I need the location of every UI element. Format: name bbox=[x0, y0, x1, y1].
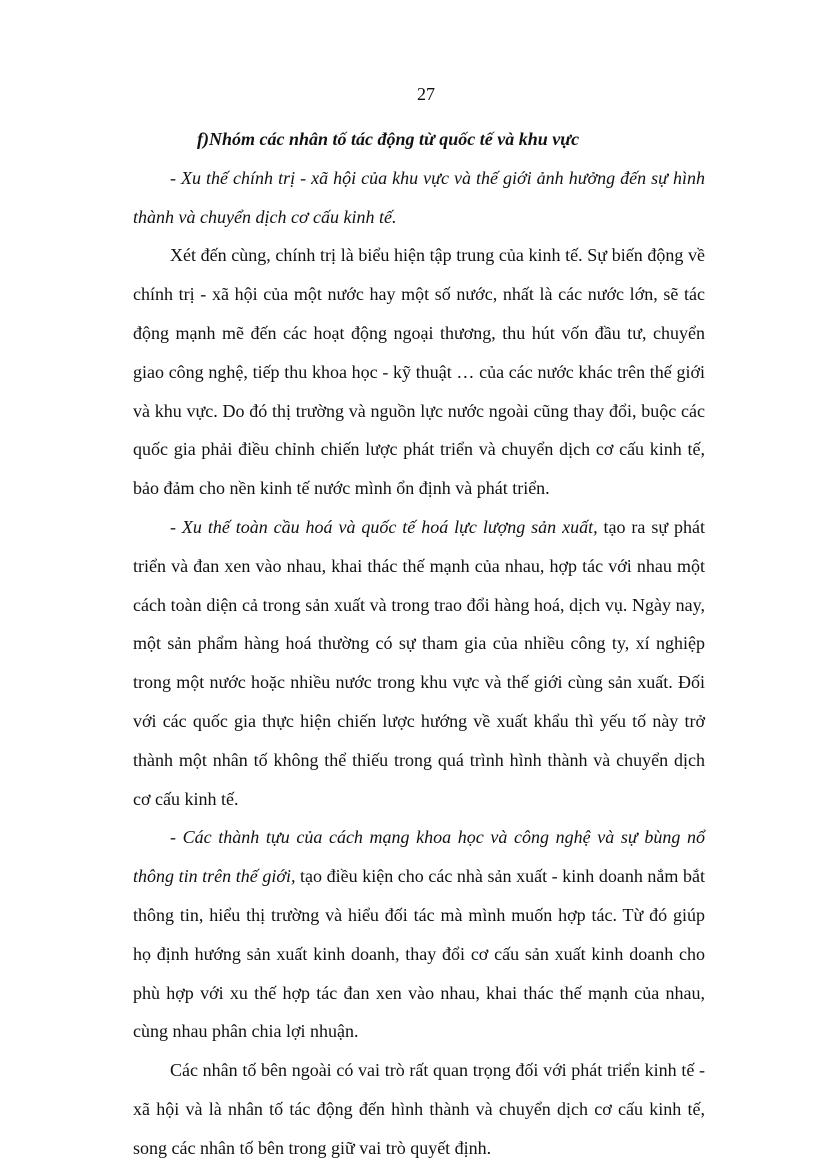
technology-body: tạo điều kiện cho các nhà sản xuất - kinh doanh nắm bắt thông tin, hiểu thị trường và hiểu đối tác mà mình muốn hợp tác. Từ đó giúp họ định hướng sản xuất kinh doanh, thay đổi cơ cấu sản xuất kinh doanh cho phù hợp với xu thế hợp tác đan xen vào nhau, khai thác thế mạnh của nhau, cùng nhau phân chia lợi nhuận. bbox=[133, 866, 705, 1042]
paragraph-politics-economy: Xét đến cùng, chính trị là biểu hiện tập trung của kinh tế. Sự biến động về chính trị - xã hội của một nước hay một số nước, nhất là các nước lớn, sẽ tác động mạnh mẽ đến các hoạt động ngoại thương, thu hút vốn đầu tư, chuyển giao công nghệ, tiếp thu khoa học - kỹ thuật … của các nước khác trên thế giới và khu vực. Do đó thị trường và nguồn lực nước ngoài cũng thay đổi, buộc các quốc gia phải điều chỉnh chiến lược phát triển và chuyển dịch cơ cấu kinh tế, bảo đảm cho nền kinh tế nước mình ổn định và phát triển. bbox=[133, 245, 705, 499]
section-heading: f)Nhóm các nhân tố tác động từ quốc tế và khu vực bbox=[197, 129, 580, 149]
paragraph-globalization bbox=[133, 508, 705, 818]
paragraph-conclusion: Các nhân tố bên ngoài có vai trò rất quan trọng đối với phát triển kinh tế - xã hội và là nhân tố tác động đến hình thành và chuyển dịch cơ cấu kinh tế, song các nhân tố bên trong giữ vai trò quyết định. bbox=[133, 1060, 705, 1158]
document-body bbox=[133, 120, 705, 1168]
page-number: 27 bbox=[417, 84, 435, 104]
paragraph-political-trend: - Xu thế chính trị - xã hội của khu vực và thế giới ảnh hưởng đến sự hình thành và chuyển dịch cơ cấu kinh tế. bbox=[133, 167, 705, 227]
globalization-body: tạo ra sự phát triển và đan xen vào nhau, khai thác thế mạnh của nhau, hợp tác với nhau một cách toàn diện cả trong sản xuất và trong trao đổi hàng hoá, dịch vụ. Ngày nay, một sản phẩm hàng hoá thường có sự tham gia của nhiều công ty, xí nghiệp trong một nước hoặc nhiều nước trong khu vực và thế giới cùng sản xuất. Đối với các quốc gia thực hiện chiến lược hướng về xuất khẩu thì yếu tố này trở thành một nhân tố không thể thiếu trong quá trình hình thành và chuyển dịch cơ cấu kinh tế. bbox=[133, 516, 705, 809]
paragraph-technology bbox=[133, 818, 705, 1051]
technology-lead: - Các thành tựu của cách mạng khoa học và công nghệ và sự bùng nổ thông tin trên thế giới, bbox=[133, 827, 705, 887]
globalization-lead: - Xu thế toàn cầu hoá và quốc tế hoá lực lượng sản xuất, bbox=[170, 516, 598, 537]
